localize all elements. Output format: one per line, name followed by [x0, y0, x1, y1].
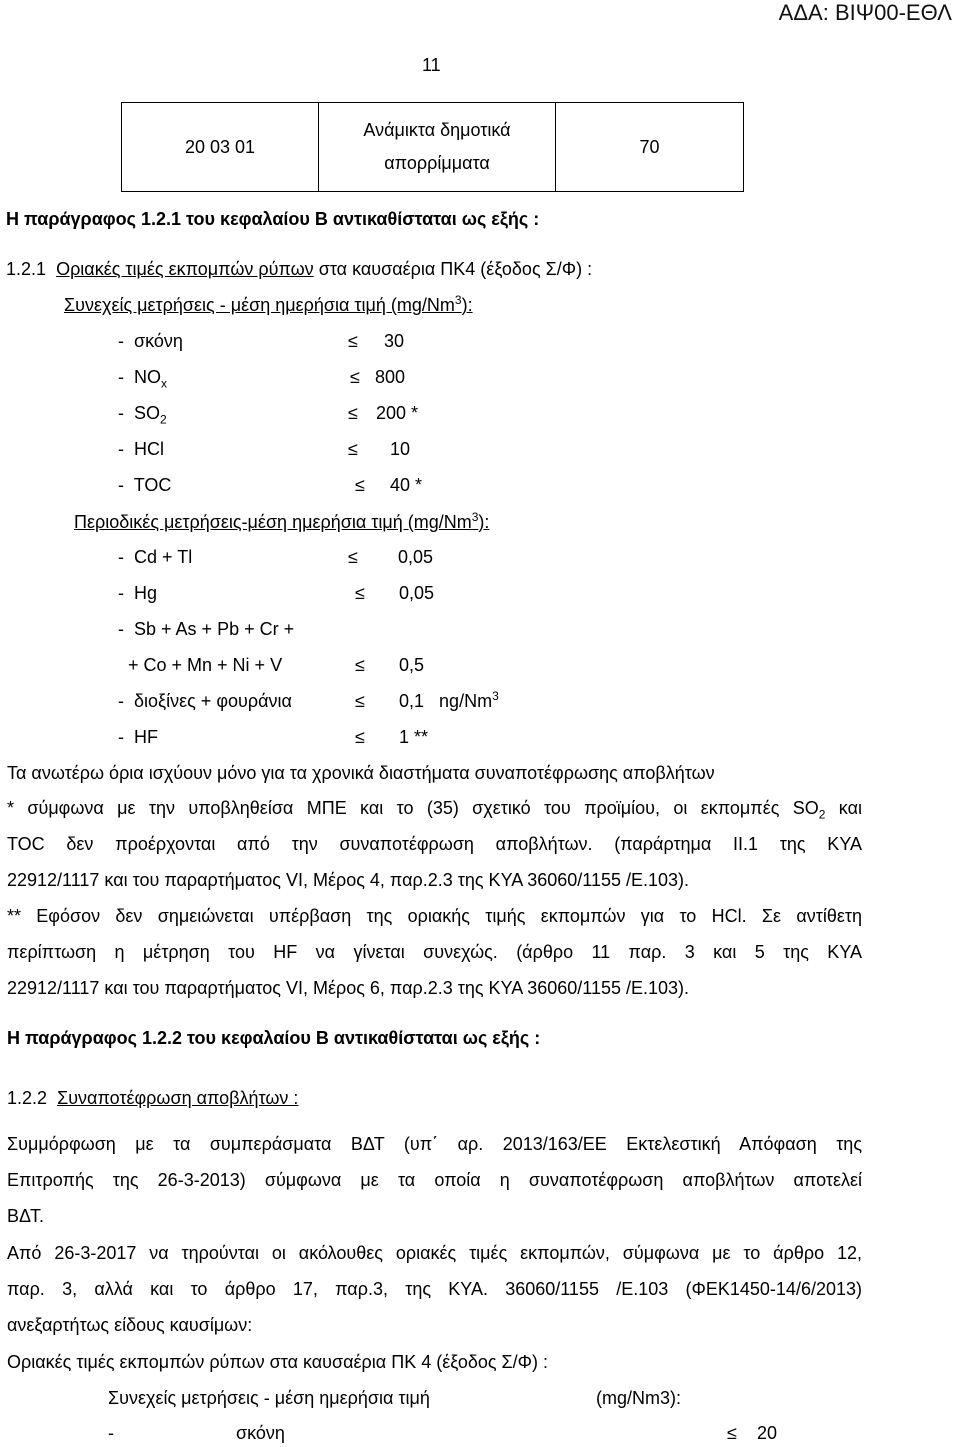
p2-line2: παρ. 3, αλλά και το άρθρο 17, παρ.3, της ΚΥΑ. 36060/1155 /Ε.103 (ΦΕΚ1450-14/6/2013): [7, 1279, 862, 1299]
pollutant-name: Cd + Tl: [134, 547, 193, 567]
note-single-star-line2: TOC δεν προέρχονται από την συναποτέφρωση αποβλήτων. (παράρτημα ΙΙ.1 της ΚΥΑ: [7, 834, 862, 854]
item-dash: -: [118, 727, 124, 747]
limit-value: [399, 690, 499, 712]
per-label-text: Περιοδικές μετρήσεις-μέση ημερήσια τιμή (mg/Nm: [74, 512, 472, 532]
section-122-title-line: [7, 1087, 298, 1109]
cont-item-so2: [118, 402, 167, 427]
le-sign: ≤: [348, 547, 358, 567]
section-121-title: Οριακές τιμές εκπομπών ρύπων: [56, 259, 314, 279]
last-item-dash: -: [108, 1423, 114, 1443]
per-item-dioxins: [118, 690, 292, 712]
cont-item-hcl: [118, 438, 164, 460]
note-text: * σύμφωνα με την υποβληθείσα ΜΠΕ και το (35) σχετικό του προϊμίου, οι εκπομπές SO: [7, 798, 819, 818]
note-double-star-line1: ** Εφόσον δεν σημειώνεται υπέρβαση της οριακής τιμής εκπομπών για το HCl. Σε αντίθετη: [7, 906, 862, 926]
section-122-number: 1.2.2: [7, 1088, 48, 1108]
item-dash: -: [118, 691, 124, 711]
waste-desc-line2: απορρίμματα: [384, 153, 490, 173]
item-dash: -: [118, 547, 124, 567]
limit-value: 1 **: [399, 727, 429, 747]
cont-item-dust: [118, 330, 183, 352]
section-121-number: 1.2.1: [6, 259, 47, 279]
p1-line2: Επιτροπής της 26-3-2013) σύμφωνα με τα οποία η συναποτέφρωση αποβλήτων αποτελεί: [7, 1170, 862, 1190]
pollutant-name: σκόνη: [134, 331, 183, 351]
p1-line3: ΒΔΤ.: [7, 1206, 45, 1226]
per-item-hf: [118, 726, 158, 748]
per-item-heavy-metals-2: [128, 654, 282, 676]
le-sign: ≤: [355, 475, 365, 495]
pollutant-name: + Co + Mn + Ni + V: [128, 655, 283, 675]
limit-value: 800: [375, 367, 406, 387]
waste-description: [319, 103, 556, 192]
le-sign: ≤: [348, 403, 358, 423]
pollutant-name: NO: [134, 367, 162, 387]
le-sign: ≤: [727, 1423, 737, 1443]
p4-unit: (mg/Nm3):: [596, 1388, 681, 1408]
page-number: 11: [422, 55, 441, 75]
le-sign: ≤: [355, 691, 365, 711]
limit-value: 0,05: [398, 547, 434, 567]
cont-item-nox: [118, 366, 168, 391]
le-sign: ≤: [348, 439, 358, 459]
ada-code: ΑΔΑ: ΒΙΨ00-ΕΘΛ: [778, 0, 952, 25]
pollutant-name: SO: [134, 403, 161, 423]
waste-table: [121, 102, 744, 192]
le-sign: ≤: [348, 331, 358, 351]
item-dash: -: [118, 475, 124, 495]
note-double-star-line2: περίπτωση η μέτρηση του HF να γίνεται συνεχώς. (άρθρο 11 παρ. 3 και 5 της ΚΥΑ: [7, 942, 862, 962]
cont-item-toc: [118, 474, 171, 496]
item-dash: -: [118, 331, 124, 351]
section-121-title-line: [6, 258, 592, 280]
per-item-cd-tl: [118, 546, 192, 568]
pollutant-name: TOC: [133, 475, 172, 495]
note-double-star-line3: 22912/1117 και του παραρτήματος VI, Μέρος 6, παρ.2.3 της ΚΥΑ 36060/1155 /Ε.103).: [7, 978, 690, 998]
item-dash: -: [118, 583, 124, 603]
item-dash: -: [118, 619, 124, 639]
p1-line1: Συμμόρφωση με τα συμπεράσματα ΒΔΤ (υπ΄ αρ. 2013/163/ΕΕ Εκτελεστική Απόφαση της: [7, 1134, 862, 1154]
limit-value: 0,5: [399, 655, 425, 675]
per-item-hg: [118, 582, 157, 604]
item-dash: -: [118, 367, 124, 387]
para2-heading: Η παράγραφος 1.2.2 του κεφαλαίου Β αντικαθίσταται ως εξής :: [7, 1028, 541, 1048]
waste-code: 20 03 01: [122, 103, 319, 192]
note-single-star-line1: [7, 790, 862, 826]
pollutant-subscript: x: [161, 376, 168, 391]
limit-value: 0,05: [399, 583, 435, 603]
limit-value: 20: [757, 1423, 778, 1443]
pollutant-name: HCl: [134, 439, 165, 459]
le-sign: ≤: [350, 367, 360, 387]
note-text: και: [825, 798, 862, 818]
p2-line3: ανεξαρτήτως είδους καυσίμων:: [7, 1315, 253, 1335]
pollutant-name: Sb + As + Pb + Cr +: [134, 619, 295, 639]
limit-value: 200 *: [376, 403, 419, 423]
continuous-measurements-label: [64, 294, 473, 316]
item-dash: -: [118, 403, 124, 423]
note-single-star-line3: 22912/1117 και του παραρτήματος VI, Μέρος 4, παρ.2.3 της ΚΥΑ 36060/1155 /Ε.103).: [7, 870, 690, 890]
p2-line1: Από 26-3-2017 να τηρούνται οι ακόλουθες οριακές τιμές εκπομπών, σύμφωνα με το άρθρο 12,: [7, 1243, 862, 1263]
pollutant-subscript: 2: [160, 412, 167, 427]
p4-continuous-label: Συνεχείς μετρήσεις - μέση ημερήσια τιμή: [108, 1388, 430, 1408]
item-dash: -: [118, 439, 124, 459]
waste-value: 70: [556, 103, 744, 192]
pollutant-name: Hg: [134, 583, 158, 603]
le-sign: ≤: [355, 583, 365, 603]
cont-label-sup: 3: [454, 293, 462, 307]
last-item-name: σκόνη: [236, 1423, 285, 1443]
per-label-end: ):: [478, 512, 490, 532]
section-121-title-rest: στα καυσαέρια ΠΚ4 (έξοδος Σ/Φ) :: [318, 259, 593, 279]
p3-limit-values-title: Οριακές τιμές εκπομπών ρύπων στα καυσαέρια ΠΚ 4 (έξοδος Σ/Φ) :: [7, 1352, 549, 1372]
le-sign: ≤: [355, 655, 365, 675]
limit-value: 30: [384, 331, 405, 351]
le-sign: ≤: [355, 727, 365, 747]
limit-value: 10: [390, 439, 411, 459]
limit-unit-sup: 3: [492, 689, 499, 703]
pollutant-name: HF: [134, 727, 159, 747]
cont-label-text: Συνεχείς μετρήσεις - μέση ημερήσια τιμή (mg/Nm: [64, 295, 455, 315]
periodic-measurements-label: [74, 511, 489, 533]
pollutant-name: διοξίνες + φουράνια: [134, 691, 292, 711]
para1-heading: Η παράγραφος 1.2.1 του κεφαλαίου Β αντικαθίσταται ως εξής :: [6, 209, 540, 229]
per-label-sup: 3: [471, 510, 479, 524]
section-122-title: Συναποτέφρωση αποβλήτων :: [57, 1088, 299, 1108]
limit-number: 0,1: [399, 691, 425, 711]
waste-desc-line1: Ανάμικτα δημοτικά: [363, 120, 511, 140]
note-subscript: 2: [818, 807, 826, 822]
cont-label-end: ):: [461, 295, 473, 315]
limit-unit: ng/Nm: [439, 691, 493, 711]
limit-value: 40 *: [390, 475, 423, 495]
per-item-heavy-metals-1: [118, 618, 294, 640]
note-coincineration-periods: Τα ανωτέρω όρια ισχύουν μόνο για τα χρονικά διαστήματα συναποτέφρωσης αποβλήτων: [7, 763, 715, 783]
